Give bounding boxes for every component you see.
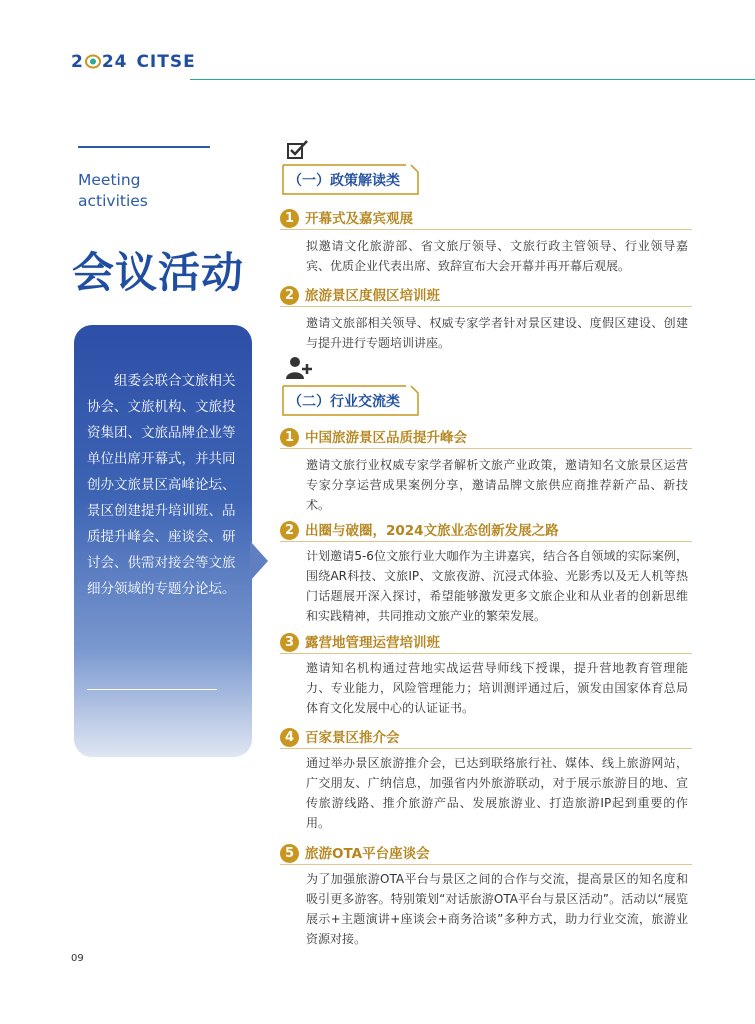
item-heading bbox=[280, 519, 559, 541]
number-badge: 3 bbox=[280, 633, 299, 652]
chinese-title: 会议活动 bbox=[72, 248, 245, 297]
summary-card-rule bbox=[87, 689, 217, 690]
number-badge: 1 bbox=[280, 428, 299, 447]
section-label-industry bbox=[282, 385, 420, 415]
item-heading bbox=[280, 284, 440, 306]
number-badge: 5 bbox=[280, 844, 299, 863]
card-pointer-arrow bbox=[250, 541, 268, 581]
item-title: 露营地管理运营培训班 bbox=[305, 635, 440, 651]
item-title: 旅游OTA平台座谈会 bbox=[305, 846, 430, 862]
item-heading bbox=[280, 207, 413, 229]
number-badge: 1 bbox=[280, 209, 299, 228]
item-heading bbox=[280, 842, 430, 864]
item-title: 出圈与破圈，2024文旅业态创新发展之路 bbox=[305, 523, 559, 539]
add-user-icon bbox=[286, 356, 314, 384]
item-body: 邀请文旅部相关领导、权威专家学者针对景区建设、度假区建设、创建与提升进行专题培训讲座。 bbox=[306, 316, 688, 350]
item-heading bbox=[280, 726, 400, 748]
english-title bbox=[78, 170, 148, 212]
globe-logo-icon bbox=[84, 54, 102, 69]
section-label-text: （一）政策解读类 bbox=[288, 173, 400, 189]
section-label-text: （二）行业交流类 bbox=[288, 394, 400, 410]
section-label-policy bbox=[282, 164, 420, 194]
number-badge: 4 bbox=[280, 728, 299, 747]
item-heading bbox=[280, 631, 440, 653]
item-divider bbox=[280, 864, 692, 865]
page-number: 09 bbox=[71, 953, 84, 964]
item-title: 百家景区推介会 bbox=[305, 730, 400, 746]
item-title: 中国旅游景区品质提升峰会 bbox=[305, 430, 467, 446]
item-title: 开幕式及嘉宾观展 bbox=[305, 211, 413, 227]
checkbox-icon bbox=[287, 140, 309, 164]
title-rule bbox=[78, 146, 210, 148]
item-body: 邀请文旅行业权威专家学者解析文旅产业政策，邀请知名文旅景区运营专家分享运营成果案例分享，邀请品牌文旅供应商推荐新产品、新技术。 bbox=[306, 458, 688, 512]
item-divider bbox=[280, 229, 692, 230]
logo-digit-2: 2 bbox=[71, 52, 84, 72]
item-heading bbox=[280, 426, 467, 448]
item-divider bbox=[280, 653, 692, 654]
english-title-line-2: activities bbox=[78, 192, 148, 210]
citse-logo bbox=[71, 52, 196, 72]
number-badge: 2 bbox=[280, 286, 299, 305]
number-badge: 2 bbox=[280, 521, 299, 540]
item-divider bbox=[280, 306, 692, 307]
item-title: 旅游景区度假区培训班 bbox=[305, 288, 440, 304]
english-title-line-1: Meeting bbox=[78, 171, 141, 189]
page-header bbox=[0, 0, 755, 82]
item-divider bbox=[280, 541, 692, 542]
item-body: 计划邀请5-6位文旅行业大咖作为主讲嘉宾，结合各自领域的实际案例，围绕AR科技、文旅IP、文旅夜游、沉浸式体验、光影秀以及无人机等热门话题展开深入探讨，希望能够激发更多文旅企业和从业者的创新思维和实践精神，共同推动文旅产业的繁荣发展。 bbox=[306, 549, 688, 623]
item-body: 通过举办景区旅游推介会，已达到联络旅行社、媒体、线上旅游网站，广交朋友、广纳信息，加强省内外旅游联动，对于展示旅游目的地、宣传旅游线路、推介旅游产品、发展旅游业、打造旅游IP起到重要的作用。 bbox=[306, 756, 688, 830]
item-divider bbox=[280, 448, 692, 449]
summary-text: 组委会联合文旅相关协会、文旅机构、文旅投资集团、文旅品牌企业等单位出席开幕式，并共同创办文旅景区高峰论坛、景区创建提升培训班、品质提升峰会、座谈会、研讨会、供需对接会等文旅细分领域的专题分论坛。 bbox=[87, 373, 236, 597]
item-body: 为了加强旅游OTA平台与景区之间的合作与交流，提高景区的知名度和吸引更多游客。特别策划“对话旅游OTA平台与景区活动”。活动以“展览展示+主题演讲+座谈会+商务洽谈”多种方式，助力行业交流，旅游业资源对接。 bbox=[306, 872, 688, 946]
item-body: 拟邀请文化旅游部、省文旅厅领导、文旅行政主管领导、行业领导嘉宾、优质企业代表出席、致辞宣布大会开幕并再开幕后观展。 bbox=[306, 239, 688, 273]
logo-brand: CITSE bbox=[136, 52, 196, 72]
header-divider bbox=[190, 79, 755, 80]
item-divider bbox=[280, 748, 692, 749]
summary-card bbox=[74, 325, 252, 757]
item-body: 邀请知名机构通过营地实战运营导师线下授课，提升营地教育管理能力、专业能力，风险管理能力；培训测评通过后，颁发由国家体育总局体育文化发展中心的认证证书。 bbox=[306, 661, 688, 715]
logo-digits-24: 24 bbox=[101, 52, 128, 72]
